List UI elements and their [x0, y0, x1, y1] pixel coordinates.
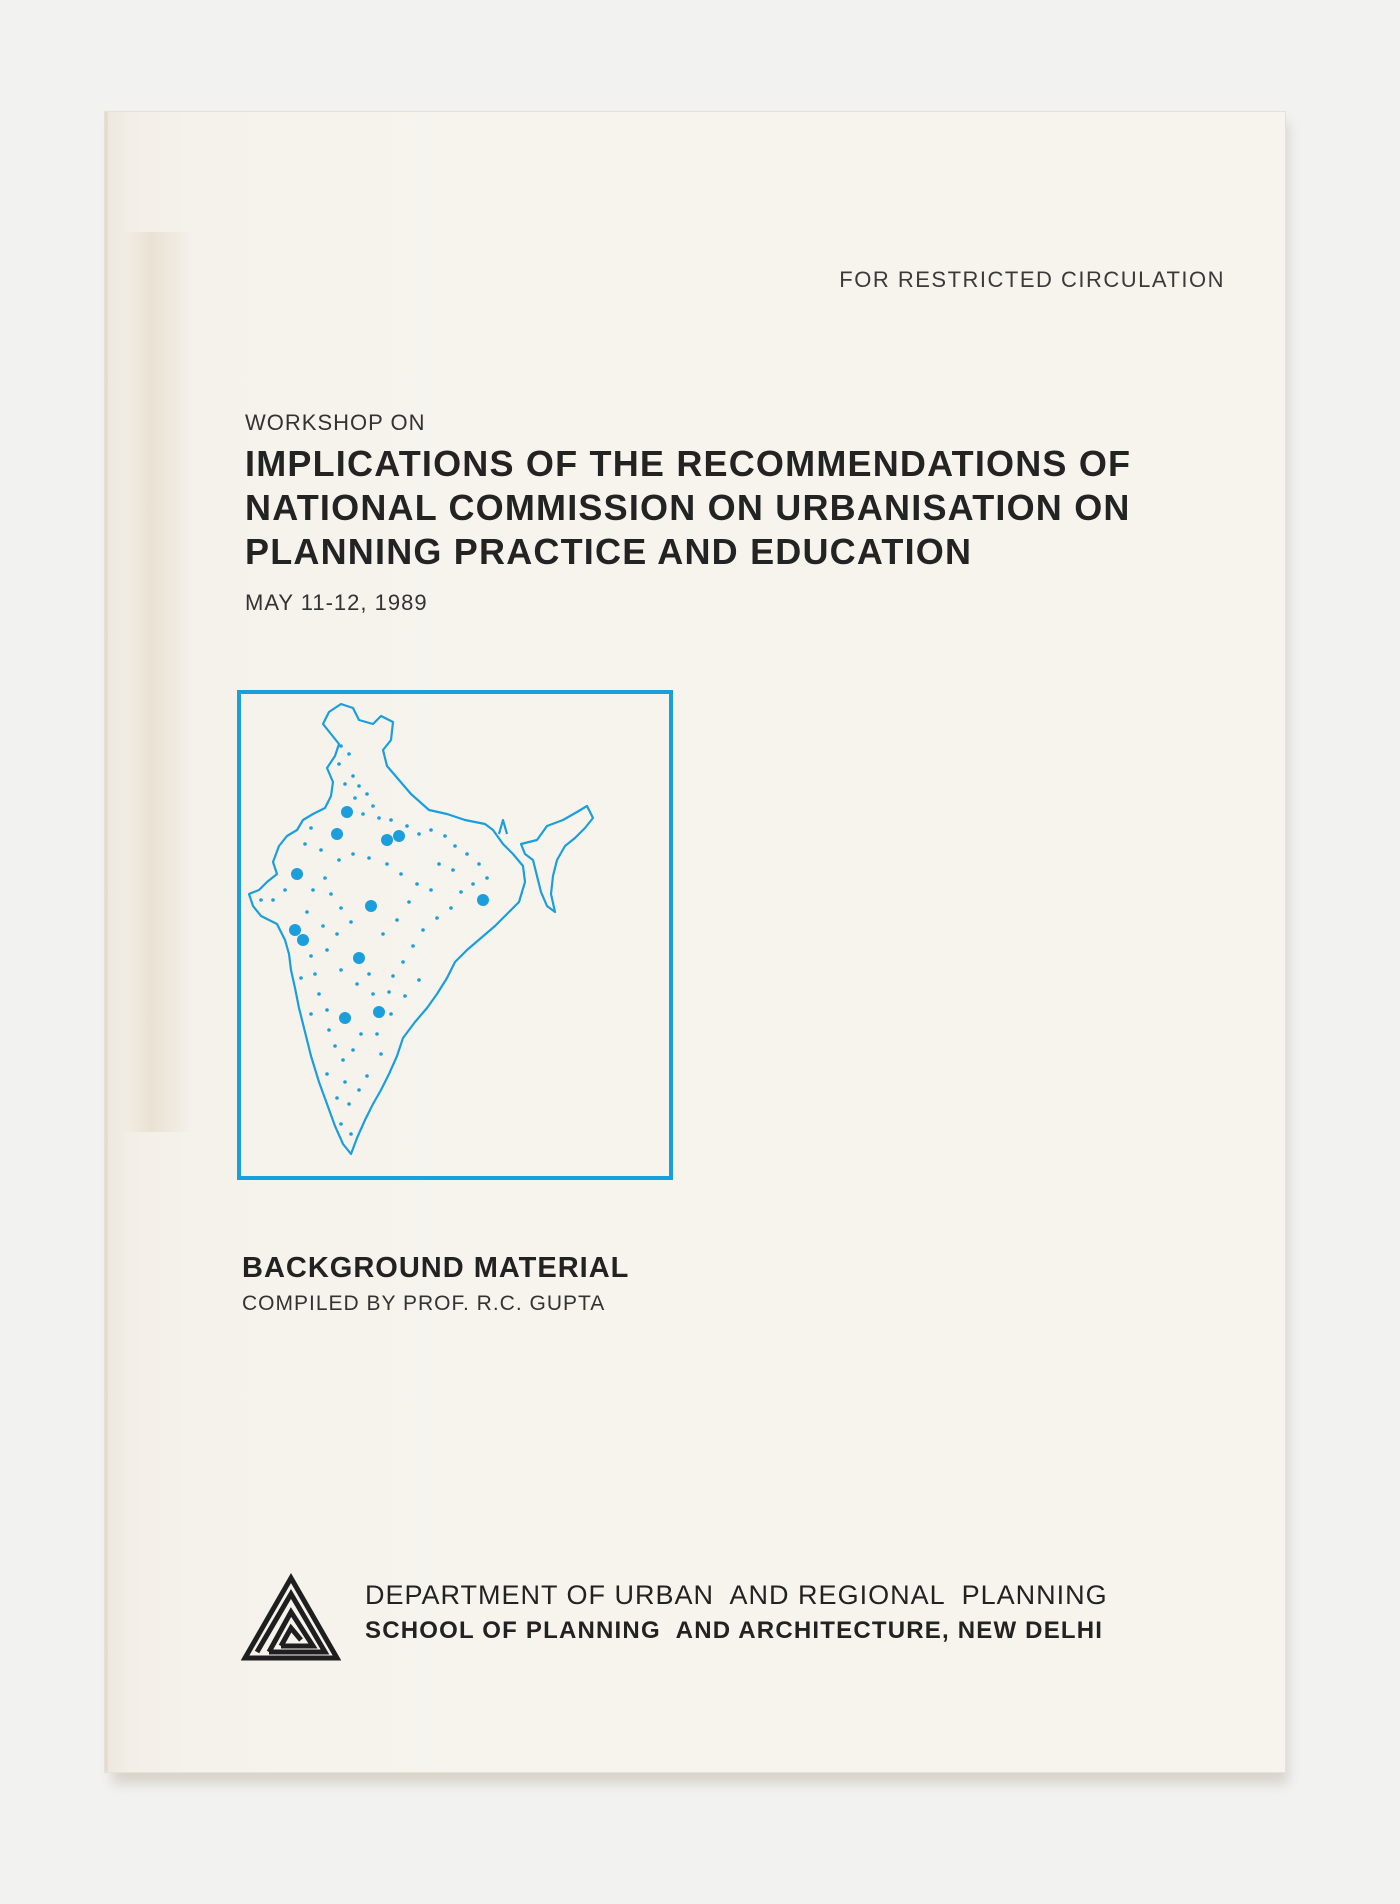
city-marker: [289, 924, 301, 936]
restricted-circulation-label: FOR RESTRICTED CIRCULATION: [839, 267, 1225, 292]
city-marker: [373, 1006, 385, 1018]
city-marker: [365, 900, 377, 912]
booklet-cover: [105, 112, 1285, 1772]
triangle-spiral-logo-icon: [241, 1572, 341, 1664]
city-marker: [341, 806, 353, 818]
spine-edge: [105, 112, 108, 1772]
india-map-icon: [241, 694, 669, 1176]
title-line-2: NATIONAL COMMISSION ON URBANISATION ON: [245, 487, 1131, 528]
city-marker: [297, 934, 309, 946]
city-marker: [291, 868, 303, 880]
title-line-3: PLANNING PRACTICE AND EDUCATION: [245, 531, 973, 572]
workshop-on-label: WORKSHOP ON: [245, 410, 426, 435]
city-marker: [381, 834, 393, 846]
school-name: SCHOOL OF PLANNING AND ARCHITECTURE, NEW DELHI: [365, 1617, 1104, 1644]
workshop-title: [245, 442, 1205, 574]
india-map-frame: [237, 690, 673, 1180]
background-material-heading: BACKGROUND MATERIAL: [242, 1252, 630, 1284]
northeast-outline: [521, 806, 593, 912]
city-marker: [393, 830, 405, 842]
workshop-date: MAY 11-12, 1989: [245, 590, 428, 615]
title-line-1: IMPLICATIONS OF THE RECOMMENDATIONS OF: [245, 443, 1132, 484]
department-name: DEPARTMENT OF URBAN AND REGIONAL PLANNING: [365, 1580, 1108, 1610]
spine-stain: [123, 232, 193, 1132]
city-marker: [353, 952, 365, 964]
compiled-by-line: COMPILED BY PROF. R.C. GUPTA: [242, 1292, 606, 1315]
city-marker: [331, 828, 343, 840]
city-marker: [339, 1012, 351, 1024]
city-marker: [477, 894, 489, 906]
